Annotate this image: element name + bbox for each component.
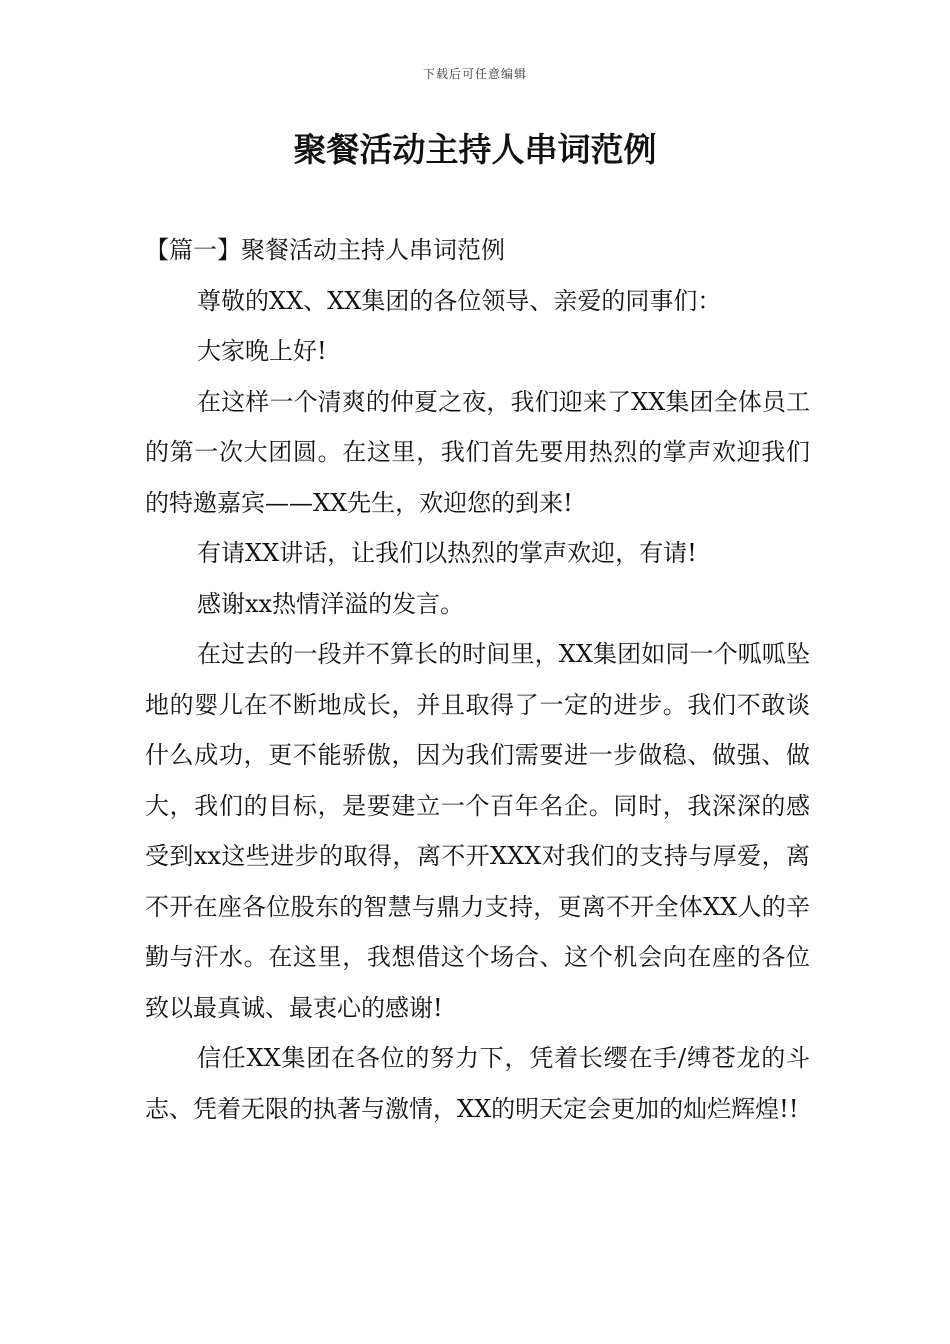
header-note: 下载后可任意编辑 (422, 67, 527, 81)
paragraph-invite-speech: 有请XX讲话，让我们以热烈的掌声欢迎，有请! (197, 539, 697, 567)
paragraph-closing: 信任XX集团在各位的努力下，凭着长缨在手/缚苍龙的斗志、凭着无限的执著与激情，XX的明天定会更加的灿烂辉煌!! (145, 1044, 810, 1123)
document-title: 聚餐活动主持人串词范例 (293, 130, 657, 169)
paragraph-welcome-guest: 在这样一个清爽的仲夏之夜，我们迎来了XX集团全体员工的第一次大团圆。在这里，我们首先要用热烈的掌声欢迎我们的特邀嘉宾——XX先生，欢迎您的到来! (145, 387, 810, 517)
paragraph-growth-thanks: 在过去的一段并不算长的时间里，XX集团如同一个呱呱坠地的婴儿在不断地成长，并且取得了一定的进步。我们不敢谈什么成功，更不能骄傲，因为我们需要进一步做稳、做强、做大，我们的目标，是要建立一个百年名企。同时，我深深的感受到xx这些进步的取得，离不开XXX对我们的支持与厚爱，离不开在座各位股东的智慧与鼎力支持，更离不开全体XX人的辛勤与汗水。在这里，我想借这个场合、这个机会向在座的各位致以最真诚、最衷心的感谢! (145, 640, 810, 1022)
paragraph-thanks-speech: 感谢xx热情洋溢的发言。 (197, 589, 465, 618)
section-heading: 【篇一】聚餐活动主持人串词范例 (145, 236, 505, 264)
paragraph-greeting: 大家晚上好! (197, 337, 327, 365)
paragraph-salutation: 尊敬的XX、XX集团的各位领导、亲爱的同事们： (197, 286, 722, 315)
document-body (145, 225, 810, 1134)
